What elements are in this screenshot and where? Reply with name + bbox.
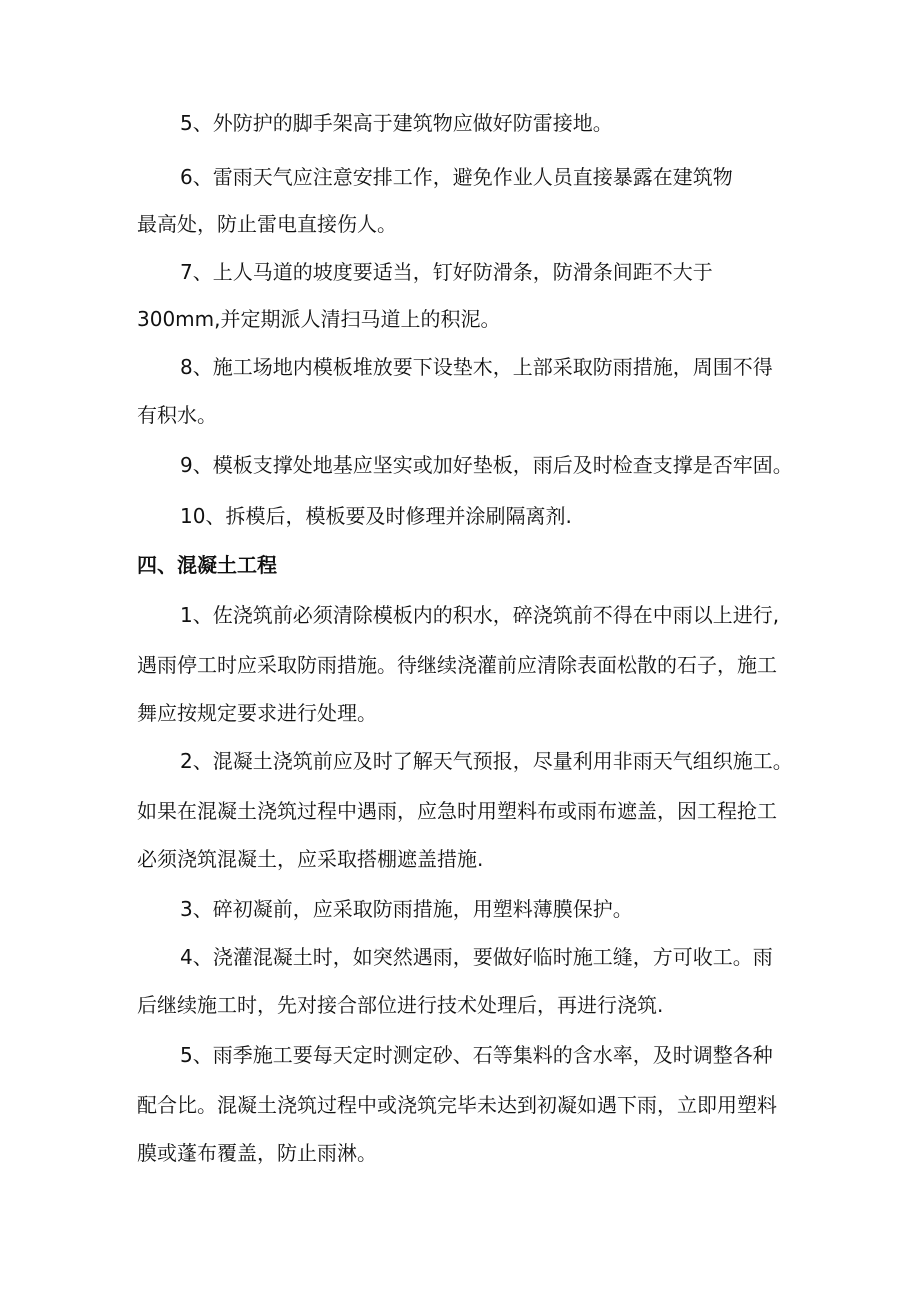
concrete-item-1-line-1: 1、佐浇筑前必须清除模板内的积水，碎浇筑前不得在中雨以上进行, xyxy=(180,603,780,627)
item-5-scaffold-lightning: 5、外防护的脚手架高于建筑物应做好防雷接地。 xyxy=(180,111,613,135)
concrete-item-2-line-2: 如果在混凝土浇筑过程中遇雨，应急时用塑料布或雨布遮盖，因工程抢工 xyxy=(137,799,777,823)
concrete-item-5-line-1: 5、雨季施工要每天定时测定砂、石等集料的含水率，及时调整各种 xyxy=(180,1043,773,1067)
item-8-formwork-storage-line-1: 8、施工场地内模板堆放要下设垫木，上部采取防雨措施，周围不得 xyxy=(180,355,773,379)
item-7-ramp-line-2: 300mm,并定期派人清扫马道上的积泥。 xyxy=(137,307,501,331)
section-heading-concrete: 四、混凝土工程 xyxy=(137,553,277,577)
concrete-item-2-line-1: 2、混凝土浇筑前应及时了解天气预报，尽量利用非雨天气组织施工。 xyxy=(180,749,793,773)
item-8-formwork-storage-line-2: 有积水。 xyxy=(137,403,217,427)
item-7-ramp-line-1: 7、上人马道的坡度要适当，钉好防滑条，防滑条间距不大于 xyxy=(180,260,713,284)
item-6-thunderstorm-line-1: 6、雷雨天气应注意安排工作，避免作业人员直接暴露在建筑物 xyxy=(180,165,733,189)
item-6-thunderstorm-line-2: 最高处，防止雷电直接伤人。 xyxy=(137,212,397,236)
concrete-item-4-line-2: 后继续施工时，先对接合部位进行技术处理后，再进行浇筑. xyxy=(137,993,664,1017)
concrete-item-2-line-3: 必须浇筑混凝土，应采取搭棚遮盖措施. xyxy=(137,847,484,871)
concrete-item-5-line-2: 配合比。混凝土浇筑过程中或浇筑完毕未达到初凝如遇下雨，立即用塑料 xyxy=(137,1093,777,1117)
concrete-item-3: 3、碎初凝前，应采取防雨措施，用塑料薄膜保护。 xyxy=(180,897,633,921)
item-10-form-removal: 10、拆模后，模板要及时修理并涂刷隔离剂. xyxy=(180,504,572,528)
concrete-item-1-line-2: 遇雨停工时应采取防雨措施。待继续浇灌前应清除表面松散的石子，施工 xyxy=(137,653,777,677)
concrete-item-5-line-3: 膜或蓬布覆盖，防止雨淋。 xyxy=(137,1141,377,1165)
item-9-formwork-support: 9、模板支撑处地基应坚实或加好垫板，雨后及时检查支撑是否牢固。 xyxy=(180,453,793,477)
concrete-item-4-line-1: 4、浇灌混凝土时，如突然遇雨，要做好临时施工缝，方可收工。雨 xyxy=(180,945,773,969)
concrete-item-1-line-3: 舞应按规定要求进行处理。 xyxy=(137,701,377,725)
